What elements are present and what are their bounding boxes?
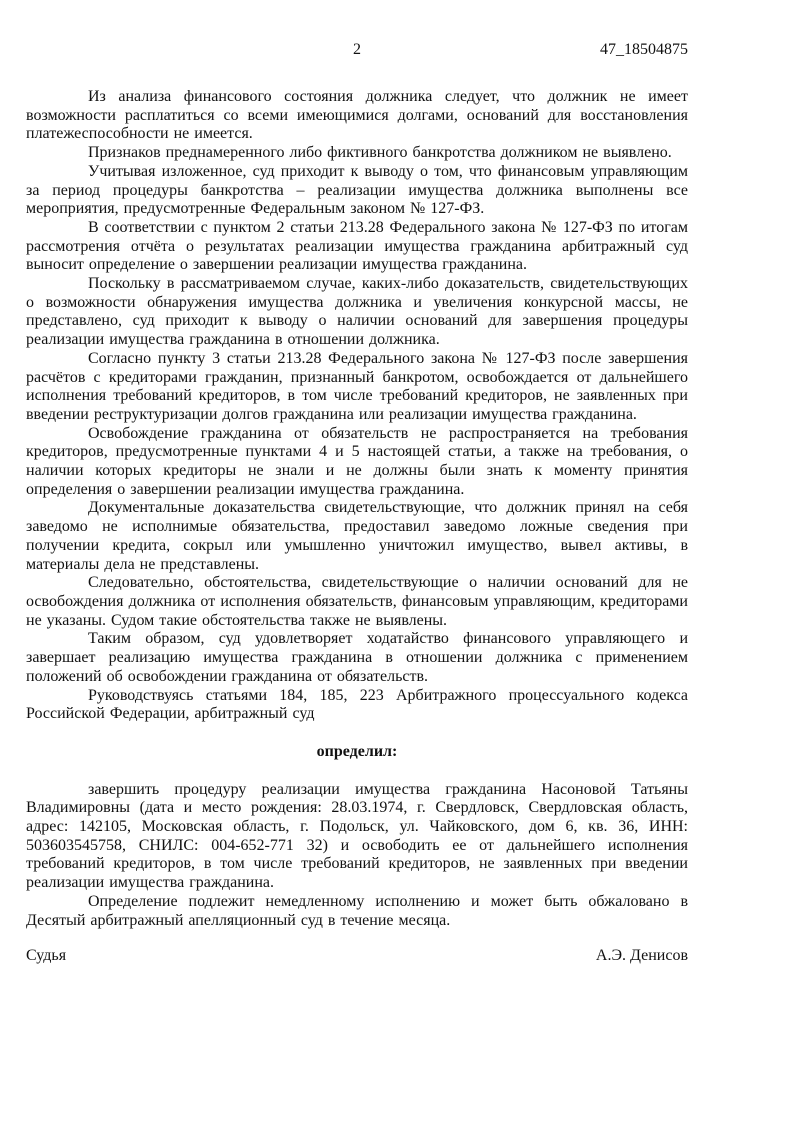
body-paragraph: Согласно пункту 3 статьи 213.28 Федерального закона № 127-ФЗ после завершения расчётов с кредиторами гражданин, признанный банкротом, освобождается от дальнейшего исполнения требований кредиторов, в том числе требований кредиторов, не заявленных при введении реструктуризации долгов гражданина или реализации имущества гражданина. [26, 349, 688, 423]
body-paragraph: Руководствуясь статьями 184, 185, 223 Арбитражного процессуального кодекса Российской Федерации, арбитражный суд [26, 686, 688, 723]
body-paragraph: Поскольку в рассматриваемом случае, каких-либо доказательств, свидетельствующих о возможности обнаружения имущества должника и увеличения конкурсной массы, не представлено, суд приходит к выводу о наличии оснований для завершения процедуры реализации имущества гражданина в отношении должника. [26, 275, 688, 349]
body-paragraph: Учитывая изложенное, суд приходит к выводу о том, что финансовым управляющим за период процедуры банкротства – реализации имущества должника выполнены все мероприятия, предусмотренные Федеральным законом № 127-ФЗ. [26, 162, 688, 218]
body-paragraph: Признаков преднамеренного либо фиктивного банкротства должником не выявлено. [88, 144, 672, 162]
resolution-paragraph: Определение подлежит немедленному исполнению и может быть обжаловано в Десятый арбитражный апелляционный суд в течение месяца. [26, 892, 688, 929]
signature-row [26, 946, 688, 965]
body-paragraph: Таким образом, суд удовлетворяет ходатайство финансового управляющего и завершает реализацию имущества гражданина в отношении должника с применением положений об освобождении гражданина от обязательств. [26, 630, 688, 685]
resolution-paragraph: завершить процедуру реализации имущества гражданина Насоновой Татьяны Владимировны (дата и место рождения: 28.03.1974, г. Свердловск, Свердловская область, адрес: 142105, Московская область, г. Подольск, ул. Чайковского, дом 6, кв. 36, ИНН: 503603545758, СНИЛС: 004-652-771 32) и освободить ее от дальнейшего исполнения требований кредиторов, в том числе требований кредиторов, не заявленных при введении реализации имущества гражданина. [26, 780, 688, 892]
judge-role-label: Судья [26, 947, 67, 965]
page-number: 2 [353, 41, 361, 58]
body-paragraph: Освобождение гражданина от обязательств не распространяется на требования кредиторов, предусмотренные пунктами 4 и 5 настоящей статьи, а также на требования, о наличии которых кредиторы не знали и не должны были знать к моменту принятия определения о завершении реализации имущества гражданина. [26, 424, 688, 498]
document-header [26, 40, 688, 59]
body-paragraph: Из анализа финансового состояния должника следует, что должник не имеет возможности расплатиться со всеми имеющимися долгами, оснований для восстановления платежеспособности не имеется. [26, 88, 688, 143]
judge-name: А.Э. Денисов [595, 947, 688, 965]
case-number: 47_18504875 [600, 41, 688, 58]
body-paragraph: Документальные доказательства свидетельствующие, что должник принял на себя заведомо не исполнимые обязательства, предоставил заведомо ложные сведения при получении кредита, сокрыл или умышленно уничтожил имущество, вывел активы, в материалы дела не представлены. [26, 499, 688, 573]
body-paragraph: Следовательно, обстоятельства, свидетельствующие о наличии оснований для не освобождения должника от исполнения обязательств, финансовым управляющим, кредиторами не указаны. Судом такие обстоятельства также не выявлены. [26, 574, 688, 629]
document-body [26, 88, 688, 930]
resolution-heading: определил: [316, 742, 398, 760]
body-paragraph: В соответствии с пунктом 2 статьи 213.28 Федерального закона № 127-ФЗ по итогам рассмотрения отчёта о результатах реализации имущества гражданина арбитражный суд выносит определение о завершении реализации имущества гражданина. [26, 218, 688, 274]
